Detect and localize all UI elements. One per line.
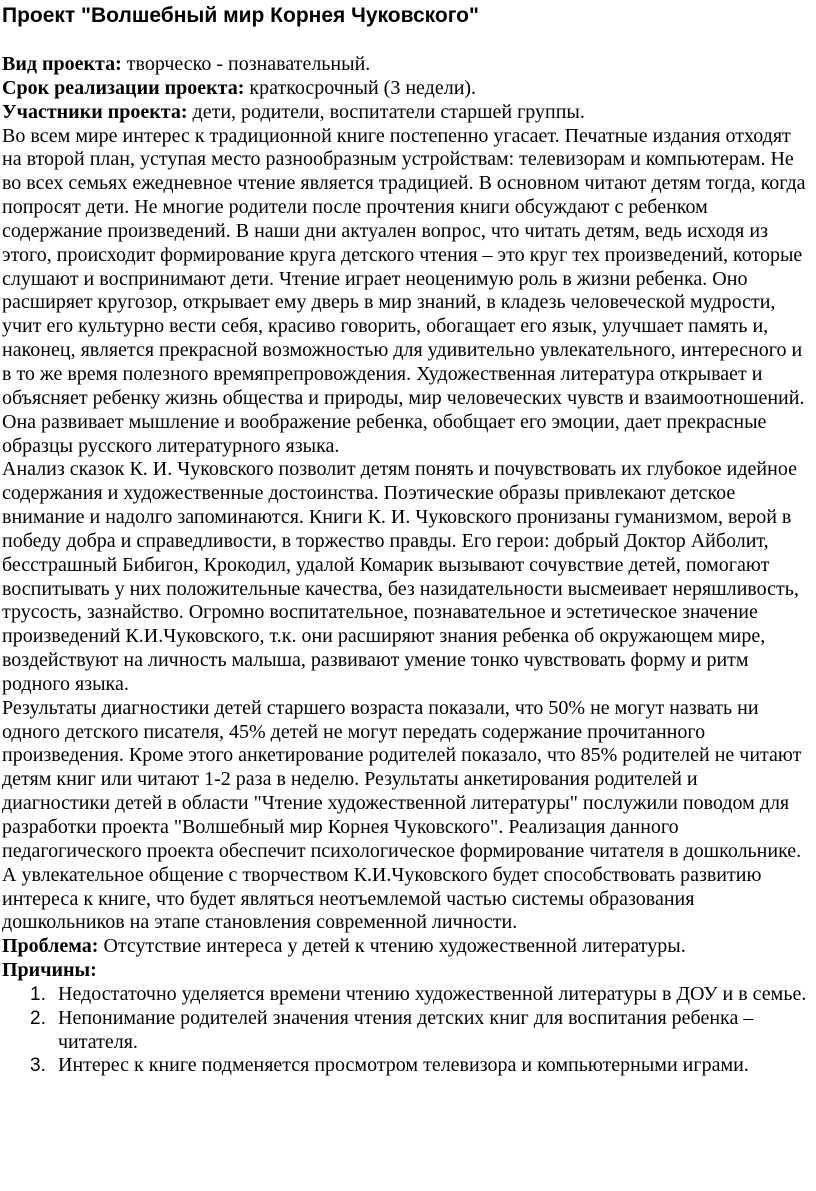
cause-number: 2. [30,1007,46,1029]
cause-item [2,983,810,1007]
project-type-value: творческо - познавательный. [126,53,371,75]
paragraph-chukovsky-analysis: Анализ сказок К. И. Чуковского позволит детям понять и почувствовать их глубокое идейное содержания и художественные достоинства. Поэтические образы привлекают детское внимание и надолго запоминаются. Книги К. И. Чуковского пронизаны гуманизмом, верой в победу добра и справедливости, в торжество правды. Его герои: добрый Доктор Айболит, бесстрашный Бибигон, Крокодил, удалой Комарик вызывают сочувствие детей, помогают воспитывать у них положительные качества, без назидательности высмеивает неряшливость, трусость, зазнайство. Огромно воспитательное, познавательное и эстетическое значение произведений К.И.Чуковского, т.к. они расширяют знания ребенка об окружающем мире, воздействуют на личность малыша, развивают умение тонко чувствовать форму и ритм родного языка. [2,458,799,695]
cause-number: 3. [30,1055,46,1077]
cause-text: Интерес к книге подменяется просмотром телевизора и компьютерными играми. [58,1054,749,1077]
project-type-label: Вид проекта: [2,53,122,75]
paragraph-diagnostics: Результаты диагностики детей старшего возраста показали, что 50% не могут назвать ни одного детского писателя, 45% детей не могут передать содержание прочитанного произведения. Кроме этого анкетирование родителей показало, что 85% родителей не читают детям книг или читают 1-2 раза в неделю. Результаты анкетирования родителей и диагностики детей в области "Чтение художественной литературы" послужили поводом для разработки проекта "Волшебный мир Корнея Чуковского". Реализация данного педагогического проекта обеспечит психологическое формирование читателя в дошкольнике. А увлекательное общение с творчеством К.И.Чуковского будет способствовать развитию интереса к книге, что будет являться неотъемлемой частью системы образования дошкольников на этапе становления современной личности. [2,696,802,934]
problem-line [2,935,810,959]
cause-text: Непонимание родителей значения чтения детских книг для воспитания ребенка – читателя. [58,1006,754,1053]
cause-number: 1. [30,983,46,1005]
duration-line [2,77,810,101]
participants-line [2,101,810,125]
paragraph-relevance: Во всем мире интерес к традиционной книге постепенно угасает. Печатные издания отходят на второй план, уступая место разнообразным устройствам: телевизорам и компьютерам. Не во всех семьях ежедневное чтение является традицией. В основном читают детям тогда, когда попросят дети. Не многие родители после прочтения книги обсуждают с ребенком содержание произведений. В наши дни актуален вопрос, что читать детям, ведь исходя из этого, происходит формирование круга детского чтения – это круг тех произведений, которые слушают и воспринимают дети. Чтение играет неоценимую роль в жизни ребенка. Оно расширяет кругозор, открывает ему дверь в мир знаний, в кладезь человеческой мудрости, учит его культурно вести себя, красиво говорить, обогащает его язык, улучшает память и, наконец, является прекрасной возможностью для удивительно увлекательного, интересного и в то же время полезного времяпрепровождения. Художественная литература открывает и объясняет ребенку жизнь общества и природы, мир человеческих чувств и взаимоотношений. Она развивает мышление и воображение ребенка, обобщает его эмоции, дает прекрасные образцы русского литературного языка. [2,124,806,457]
cause-item [2,1054,810,1078]
causes-list [2,983,810,1078]
cause-text: Недостаточно уделяется времени чтению художественной литературы в ДОУ и в семье. [58,982,807,1005]
cause-item [2,1007,810,1055]
document-title: Проект "Волшебный мир Корнея Чуковского" [2,4,479,27]
participants-label: Участники проекта: [2,100,188,123]
problem-value: Отсутствие интереса у детей к чтению художественной литературы. [103,935,686,958]
problem-label: Проблема: [2,935,99,958]
causes-heading: Причины: [2,959,97,982]
project-type-line [2,53,810,77]
participants-value: дети, родители, воспитатели старшей группы. [192,100,585,123]
duration-label: Срок реализации проекта: [2,76,245,99]
duration-value: краткосрочный (3 недели). [249,76,477,99]
document-body [2,53,810,1078]
